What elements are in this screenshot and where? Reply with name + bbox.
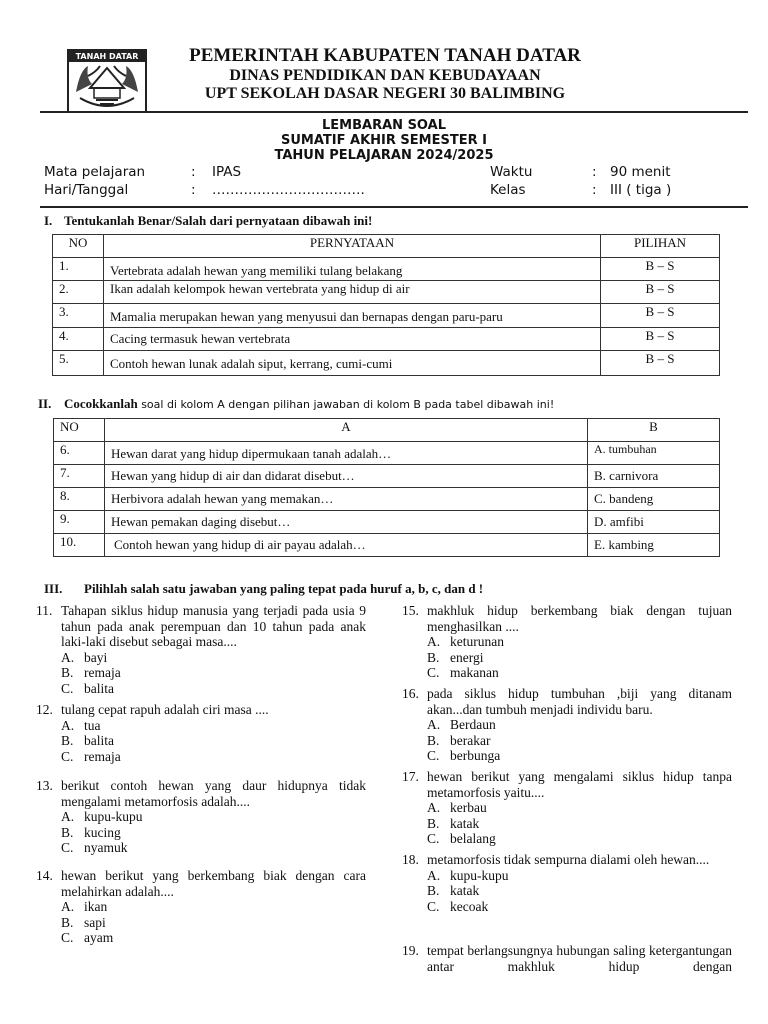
section3-title: Pilihlah salah satu jawaban yang paling tepat pada huruf a, b, c, dan d ! [84,581,484,596]
row-no: 5. [53,351,104,376]
table-row [54,511,720,534]
row-choice[interactable]: B – S [601,281,720,304]
question-12 [36,702,366,764]
table-row [53,258,720,281]
mapel-label: Mata pelajaran [44,164,146,180]
section2-title-bold: Cocokkanlah [64,396,138,411]
question-18 [402,852,732,914]
table-row [54,442,720,465]
option-b[interactable]: B. sapi [61,914,106,930]
option-c[interactable]: C. berbunga [427,748,501,763]
school-logo [66,48,148,114]
row-b[interactable]: B. carnivora [588,465,720,488]
row-no: 9. [54,511,105,534]
option-c[interactable]: C. remaja [61,748,121,764]
question-stem: makhluk hidup berkembang biak dengan tujuan menghasilkan .... [427,603,732,634]
row-choice[interactable]: B – S [601,304,720,328]
header-no: NO [53,235,104,258]
option-c[interactable]: C. makanan [427,665,499,680]
option-b[interactable]: B. katak [427,883,480,898]
waktu-colon: : [592,164,597,180]
header-rule [40,111,748,113]
question-13 [36,778,366,856]
title-line-1: LEMBARAN SOAL [322,118,446,133]
section1-title: Tentukanlah Benar/Salah dari pernyataan dibawah ini! [64,213,373,228]
option-c[interactable]: C. belalang [427,831,496,846]
section3-number: III. [44,581,63,596]
row-a: Hewan darat yang hidup dipermukaan tanah adalah… [105,442,588,465]
option-a[interactable]: A. Berdaun [427,717,496,732]
row-a: Hewan pemakan daging disebut… [105,511,588,534]
question-number: 11. [36,603,53,618]
header-b: B [588,419,720,442]
kelas-label: Kelas [490,182,526,198]
question-stem: tulang cepat rapuh adalah ciri masa .... [61,702,269,717]
mapel-value: IPAS [212,164,242,180]
option-b[interactable]: B. kucing [61,824,121,840]
row-no: 2. [53,281,104,304]
row-choice[interactable]: B – S [601,351,720,376]
hari-label: Hari/Tanggal [44,182,129,198]
section1-number: I. [44,213,53,228]
table-row [53,281,720,304]
row-a: Contoh hewan yang hidup di air payau adalah… [105,534,588,557]
table-row [54,534,720,557]
row-no: 3. [53,304,104,328]
question-14 [36,868,366,946]
section2-title [64,396,554,412]
row-statement: Contoh hewan lunak adalah siput, kerrang, cumi-cumi [104,351,601,376]
mapel-colon: : [191,164,196,180]
question-stem: metamorfosis tidak sempurna dialami oleh hewan.... [427,852,710,867]
row-b[interactable]: A. tumbuhan [588,442,720,465]
option-a[interactable]: A. keturunan [427,634,504,649]
header-pilihan: PILIHAN [601,235,720,258]
option-a[interactable]: A. bayi [61,649,108,665]
option-b[interactable]: B. balita [61,733,114,748]
row-statement: Cacing termasuk hewan vertebrata [104,328,601,351]
table-row [53,328,720,351]
info-rule [40,206,748,208]
option-b[interactable]: B. energi [427,649,484,665]
question-stem: tempat berlangsungnya hubungan saling ketergantungan antar makhluk hidup dengan [427,943,732,974]
row-no: 4. [53,328,104,351]
question-number: 19. [402,943,419,958]
question-11 [36,603,366,696]
waktu-value: 90 menit [610,164,671,180]
kop-line-2: DINAS PENDIDIKAN DAN KEBUDAYAAN [229,67,541,84]
section2-number: II. [38,396,52,411]
hari-colon: : [191,182,196,198]
row-choice[interactable]: B – S [601,258,720,281]
question-17 [402,769,732,847]
option-a[interactable]: A. ikan [61,899,108,914]
option-b[interactable]: B. katak [427,815,480,831]
option-a[interactable]: A. kupu-kupu [427,867,509,883]
header-a: A [105,419,588,442]
option-a[interactable]: A. kerbau [427,800,487,815]
row-no: 6. [54,442,105,465]
option-c[interactable]: C. kecoak [427,898,489,914]
row-b[interactable]: E. kambing [588,534,720,557]
option-c[interactable]: C. nyamuk [61,840,128,855]
question-number: 18. [402,852,419,867]
kelas-value: III ( tiga ) [610,182,672,198]
kop-line-1: PEMERINTAH KABUPATEN TANAH DATAR [189,45,581,66]
row-statement: Mamalia merupakan hewan yang menyusui dan bernapas dengan paru-paru [104,304,601,328]
table-header-row [53,235,720,258]
question-number: 13. [36,778,53,793]
hari-value: ……………………………. [212,182,365,198]
title-line-3: TAHUN PELAJARAN 2024/2025 [274,148,494,163]
row-choice[interactable]: B – S [601,328,720,351]
option-c[interactable]: C. balita [61,680,114,696]
question-number: 15. [402,603,419,618]
question-16 [402,686,732,764]
table-row [53,351,720,376]
section1-table [52,234,720,376]
option-a[interactable]: A. tua [61,717,101,733]
table-header-row [54,419,720,442]
table-row [54,465,720,488]
table-row [54,488,720,511]
section2-table [53,418,720,557]
row-a: Hewan yang hidup di air dan didarat disebut… [105,465,588,488]
question-number: 17. [402,769,419,784]
question-stem: pada siklus hidup tumbuhan ,biji yang ditanam akan...dan tumbuh menjadi individu baru. [427,686,732,717]
row-a: Herbivora adalah hewan yang memakan… [105,488,588,511]
kop-line-3: UPT SEKOLAH DASAR NEGERI 30 BALIMBING [204,85,566,102]
title-line-2: SUMATIF AKHIR SEMESTER I [281,133,487,148]
row-statement: Vertebrata adalah hewan yang memiliki tulang belakang [104,258,601,281]
header-no: NO [54,419,105,442]
option-b[interactable]: B. remaja [61,665,121,680]
waktu-label: Waktu [490,164,533,180]
table-row [53,304,720,328]
row-no: 1. [53,258,104,281]
kelas-colon: : [592,182,597,198]
question-19 [402,943,732,974]
option-c[interactable]: C. ayam [61,930,114,945]
question-stem: berikut contoh hewan yang daur hidupnya tidak mengalami metamorfosis adalah.... [61,778,366,809]
question-number: 14. [36,868,53,883]
row-b[interactable]: C. bandeng [588,488,720,511]
row-no: 7. [54,465,105,488]
option-b[interactable]: B. berakar [427,732,491,748]
question-15 [402,603,732,681]
section2-title-rest: soal di kolom A dengan pilihan jawaban di kolom B pada tabel dibawah ini! [137,398,555,411]
row-no: 8. [54,488,105,511]
question-number: 12. [36,702,53,717]
question-number: 16. [402,686,419,701]
header-pernyataan: PERNYATAAN [104,235,601,258]
question-stem: Tahapan siklus hidup manusia yang terjadi pada usia 9 tahun pada anak perempuan dan 10 tahun pada anak laki-laki disebut sebagai masa.... [61,603,366,649]
row-b[interactable]: D. amfibi [588,511,720,534]
row-statement: Ikan adalah kelompok hewan vertebrata yang hidup di air [104,281,601,304]
logo-label: TANAH DATAR [75,52,139,61]
row-no: 10. [54,534,105,557]
option-a[interactable]: A. kupu-kupu [61,809,143,824]
question-stem: hewan berikut yang mengalami siklus hidup tanpa metamorfosis yaitu.... [427,769,732,800]
question-stem: hewan berikut yang berkembang biak dengan cara melahirkan adalah.... [61,868,366,899]
